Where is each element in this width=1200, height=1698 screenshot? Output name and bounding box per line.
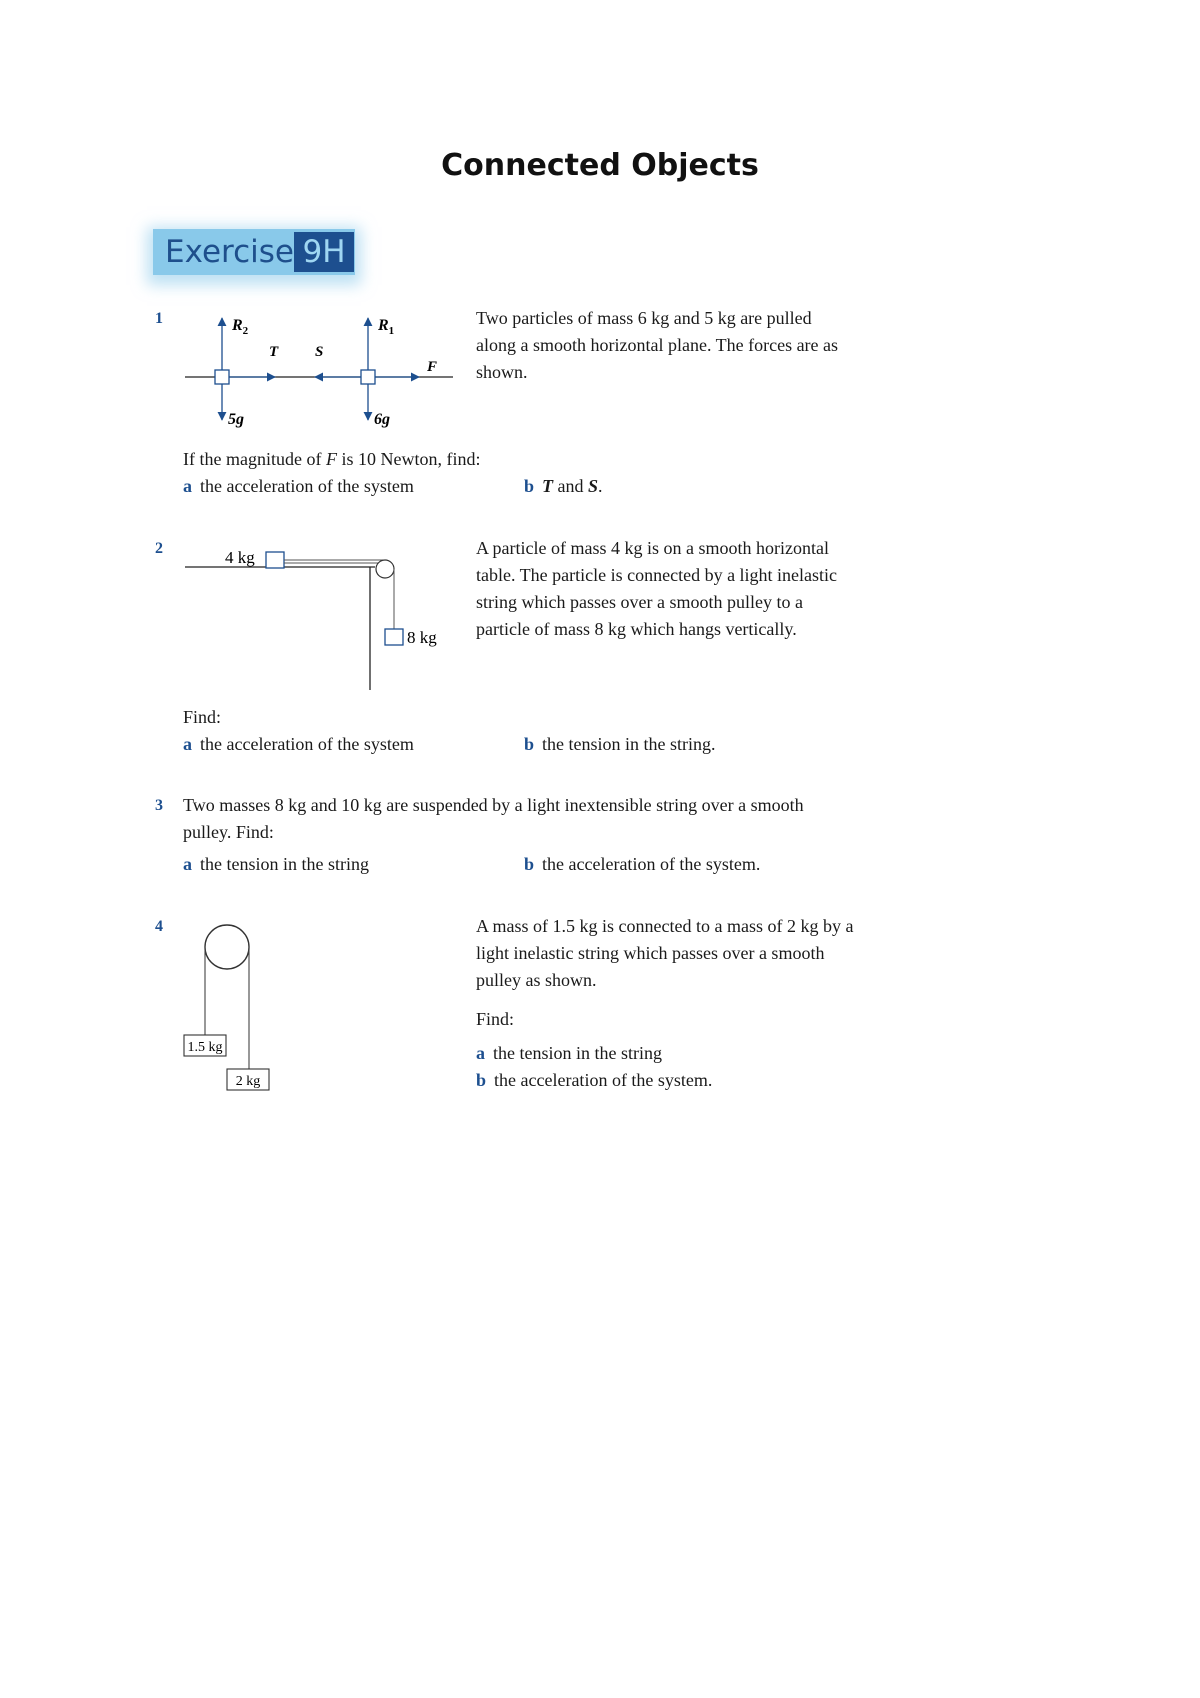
mass-8kg-label: 8 kg [407, 628, 437, 647]
question-1-part-b: b T and S. [524, 476, 603, 496]
mass-2kg-label: 2 kg [235, 1074, 261, 1089]
particle-5kg [215, 370, 229, 384]
question-3-part-a: a the tension in the string [183, 854, 369, 874]
page-title: Connected Objects [441, 148, 759, 183]
question-4-prompt: Find: [476, 1009, 515, 1029]
particle-6kg [361, 370, 375, 384]
w6-label: 6g [374, 411, 390, 428]
w5-label: 5g [228, 411, 244, 428]
exercise-label: Exercise [165, 234, 294, 270]
mass-4kg-label: 4 kg [225, 548, 255, 567]
mass-8kg-box [385, 629, 403, 645]
mass-1-5kg-label: 1.5 kg [187, 1040, 223, 1055]
f-label: F [427, 359, 438, 375]
question-4-diagram [175, 915, 295, 1095]
question-4-part-b: b the acceleration of the system. [476, 1070, 713, 1090]
question-3-number: 3 [155, 797, 163, 814]
question-2-description: A particle of mass 4 kg is on a smooth horizontal table. The particle is connected by a light inelastic string which passes over a smooth pulley to a particle of mass 8 kg which hangs vertically. [476, 538, 838, 639]
question-2-diagram [175, 530, 465, 695]
question-4-description: A mass of 1.5 kg is connected to a mass of 2 kg by a light inelastic string which passes over a smooth pulley as shown. [476, 916, 854, 990]
question-3-part-b: b the acceleration of the system. [524, 854, 761, 874]
question-2-prompt: Find: [183, 707, 222, 727]
mass-4kg-box [266, 552, 284, 568]
question-1-prompt: If the magnitude of F is 10 Newton, find: [183, 449, 481, 469]
question-2-part-b: b the tension in the string. [524, 734, 716, 754]
s-label: S [315, 344, 324, 360]
question-2-number: 2 [155, 540, 163, 557]
pulley [205, 925, 249, 969]
pulley [376, 560, 394, 578]
question-1-diagram [175, 300, 475, 435]
t-label: T [269, 344, 279, 360]
question-2-part-a: a the acceleration of the system [183, 734, 414, 754]
question-4-part-a: a the tension in the string [476, 1043, 662, 1063]
question-1-number: 1 [155, 310, 163, 327]
exercise-number: 9H [294, 232, 354, 272]
question-3-description: Two masses 8 kg and 10 kg are suspended by a light inextensible string over a smooth pulley. Find: [183, 795, 804, 842]
question-4-number: 4 [155, 918, 163, 935]
question-1-part-a: a the acceleration of the system [183, 476, 414, 496]
question-1-description: Two particles of mass 6 kg and 5 kg are pulled along a smooth horizontal plane. The forces are as shown. [476, 308, 839, 382]
r2-label: $R_2$ [232, 317, 249, 337]
r1-label: $R_1$ [378, 317, 395, 337]
